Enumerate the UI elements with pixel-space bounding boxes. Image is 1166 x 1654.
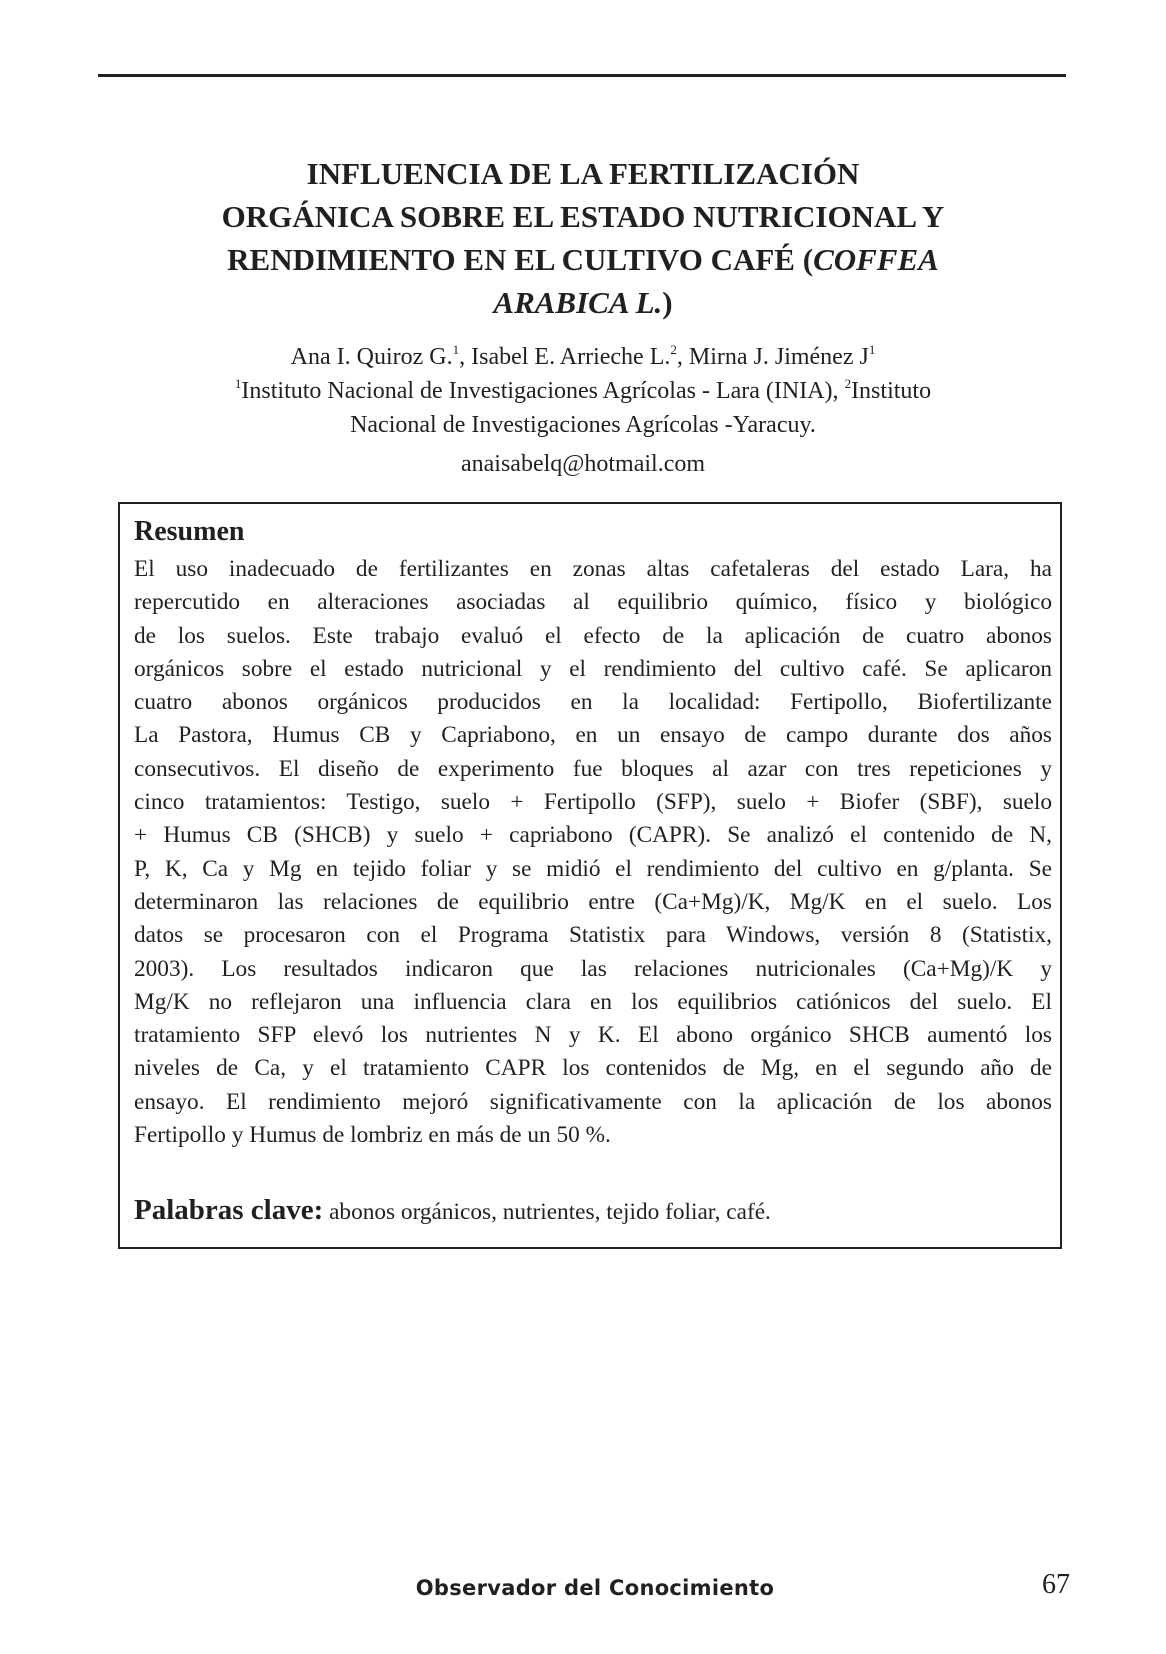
title-line-3-plain: RENDIMIENTO EN EL CULTIVO CAFÉ ( — [227, 242, 814, 277]
keywords-text: abonos orgánicos, nutrientes, tejido foliar, café. — [323, 1199, 771, 1225]
abstract-line: cuatro abonos orgánicos producidos en la localidad: Fertipollo, Biofertilizante — [134, 689, 1052, 716]
keywords-label: Palabras clave: — [134, 1194, 324, 1226]
affiliation-line-1 — [120, 374, 1046, 408]
keywords — [134, 1192, 1052, 1230]
author-names — [120, 340, 1046, 374]
abstract-line: La Pastora, Humus CB y Capriabono, en un ensayo de campo durante dos años — [134, 722, 1052, 749]
author-1: Ana I. Quiroz G. — [290, 344, 453, 370]
abstract-line: Fertipollo y Humus de lombriz en más de un 50 %. — [134, 1122, 611, 1149]
author-2-sup: 2 — [670, 342, 677, 357]
top-rule — [98, 74, 1066, 77]
abstract-line: niveles de Ca, y el tratamiento CAPR los contenidos de Mg, en el segundo año de — [134, 1055, 1052, 1082]
affiliation-2-start: Instituto — [851, 378, 932, 404]
abstract-line: Mg/K no reflejaron una influencia clara en los equilibrios catiónicos del suelo. El — [134, 988, 1052, 1015]
page-number: 67 — [1042, 1569, 1070, 1600]
abstract-line: cinco tratamientos: Testigo, suelo + Fertipollo (SFP), suelo + Biofer (SBF), suelo — [134, 789, 1052, 816]
title-line-3 — [150, 238, 1016, 281]
author-email[interactable]: anaisabelq@hotmail.com — [460, 451, 706, 477]
abstract-line: tratamiento SFP elevó los nutrientes N y K. El abono orgánico SHCB aumentó los — [134, 1022, 1052, 1049]
journal-name: Observador del Conocimiento — [415, 1576, 775, 1600]
abstract-text — [134, 553, 1052, 1152]
affiliation-1-sup: 1 — [234, 376, 242, 391]
authors-block — [120, 340, 1046, 442]
abstract-line: orgánicos sobre el estado nutricional y el rendimiento del cultivo café. Se aplicaron — [134, 655, 1052, 682]
title-line-4-italic: ARABICA L. — [493, 285, 663, 320]
affiliation-2-sup: 2 — [844, 376, 852, 391]
title-line-4 — [150, 281, 1016, 324]
title-line-2: ORGÁNICA SOBRE EL ESTADO NUTRICIONAL Y — [221, 199, 945, 234]
abstract-heading: Resumen — [134, 516, 245, 547]
author-3-sup: 1 — [868, 342, 876, 357]
abstract-line: consecutivos. El diseño de experimento fue bloques al azar con tres repeticiones y — [134, 755, 1052, 782]
title-line-1: INFLUENCIA DE LA FERTILIZACIÓN — [306, 156, 860, 191]
author-2: , Isabel E. Arrieche L. — [459, 344, 671, 370]
abstract-line: ensayo. El rendimiento mejoró significativamente con la aplicación de los abonos — [134, 1088, 1052, 1115]
abstract-line: P, K, Ca y Mg en tejido foliar y se midió el rendimiento del cultivo en g/planta. Se — [134, 855, 1052, 882]
paper-title — [150, 152, 1016, 324]
abstract-line: de los suelos. Este trabajo evaluó el efecto de la aplicación de cuatro abonos — [134, 622, 1052, 649]
abstract-line: + Humus CB (SHCB) y suelo + capriabono (CAPR). Se analizó el contenido de N, — [134, 822, 1052, 849]
abstract-line: El uso inadecuado de fertilizantes en zonas altas cafetaleras del estado Lara, ha — [134, 556, 1052, 582]
abstract-line: repercutido en alteraciones asociadas al equilibrio químico, físico y biológico — [134, 589, 1052, 616]
affiliation-1: Instituto Nacional de Investigaciones Agrícolas - Lara (INIA), — [241, 378, 845, 404]
title-line-3-italic: COFFEA — [813, 242, 939, 277]
abstract-line: datos se procesaron con el Programa Statistix para Windows, versión 8 (Statistix, — [134, 922, 1052, 949]
affiliation-line-2: Nacional de Investigaciones Agrícolas -Yaracuy. — [350, 412, 816, 438]
abstract-line: determinaron las relaciones de equilibrio entre (Ca+Mg)/K, Mg/K en el suelo. Los — [134, 888, 1052, 915]
title-line-4-plain: ) — [662, 285, 673, 320]
abstract-line: 2003). Los resultados indicaron que las relaciones nutricionales (Ca+Mg)/K y — [134, 955, 1052, 982]
author-1-sup: 1 — [452, 342, 460, 357]
author-3: , Mirna J. Jiménez J — [676, 344, 869, 370]
